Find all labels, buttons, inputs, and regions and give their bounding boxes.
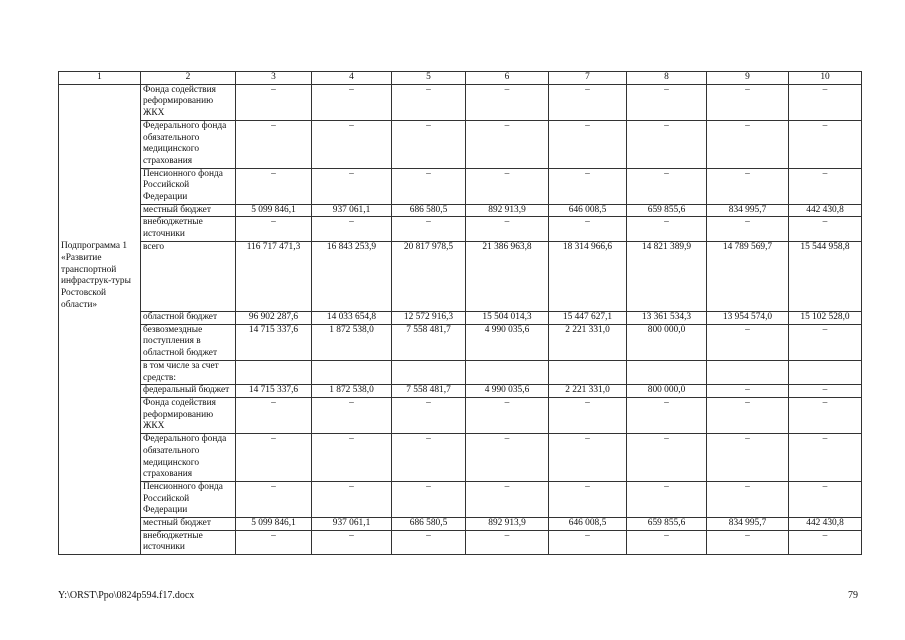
value-cell: 646 008,5 — [549, 518, 627, 531]
value-cell: – — [707, 385, 789, 398]
value-cell: 15 102 528,0 — [789, 312, 862, 325]
value-cell: 659 855,6 — [627, 204, 707, 217]
table-row — [59, 360, 862, 384]
value-cell: 937 061,1 — [312, 204, 392, 217]
value-cell: 4 990 035,6 — [466, 324, 549, 360]
header-cell: 2 — [141, 72, 236, 85]
value-cell: 442 430,8 — [789, 204, 862, 217]
value-cell: 686 580,5 — [392, 204, 466, 217]
value-cell — [627, 360, 707, 384]
value-cell: 892 913,9 — [466, 204, 549, 217]
table-row — [59, 397, 862, 433]
value-cell: 1 872 538,0 — [312, 385, 392, 398]
value-cell: – — [392, 530, 466, 554]
value-cell: 659 855,6 — [627, 518, 707, 531]
page-number: 79 — [848, 590, 858, 601]
program-cell — [59, 204, 141, 217]
value-cell: – — [627, 168, 707, 204]
value-cell: – — [627, 84, 707, 120]
value-cell: – — [789, 385, 862, 398]
value-cell: 16 843 253,9 — [312, 241, 392, 311]
value-cell: 15 504 014,3 — [466, 312, 549, 325]
value-cell: 13 361 534,3 — [627, 312, 707, 325]
program-cell — [59, 120, 141, 168]
value-cell: 800 000,0 — [627, 385, 707, 398]
value-cell: – — [789, 481, 862, 517]
value-cell: – — [789, 530, 862, 554]
value-cell — [392, 360, 466, 384]
table-row — [59, 518, 862, 531]
table-row — [59, 312, 862, 325]
table-row — [59, 204, 862, 217]
value-cell: 442 430,8 — [789, 518, 862, 531]
value-cell — [312, 360, 392, 384]
program-cell — [59, 481, 141, 517]
value-cell: 4 990 035,6 — [466, 385, 549, 398]
value-cell: – — [466, 120, 549, 168]
value-cell: – — [707, 434, 789, 482]
source-cell: местный бюджет — [141, 204, 236, 217]
header-cell: 10 — [789, 72, 862, 85]
table-row — [59, 530, 862, 554]
value-cell: 116 717 471,3 — [236, 241, 312, 311]
value-cell: – — [466, 168, 549, 204]
table-row — [59, 84, 862, 120]
value-cell: – — [549, 120, 627, 168]
value-cell: – — [466, 530, 549, 554]
value-cell: 800 000,0 — [627, 324, 707, 360]
header-cell: 8 — [627, 72, 707, 85]
value-cell: – — [707, 324, 789, 360]
value-cell: – — [392, 168, 466, 204]
program-cell — [59, 397, 141, 433]
value-cell: – — [466, 217, 549, 241]
value-cell: – — [236, 120, 312, 168]
value-cell: – — [789, 217, 862, 241]
table-row — [59, 120, 862, 168]
value-cell: – — [236, 530, 312, 554]
value-cell — [549, 360, 627, 384]
value-cell: – — [392, 217, 466, 241]
value-cell: – — [707, 84, 789, 120]
value-cell: 15 447 627,1 — [549, 312, 627, 325]
source-cell: Федерального фонда обязательного медицинского страхования — [141, 434, 236, 482]
source-cell: Пенсионного фонда Российской Федерации — [141, 168, 236, 204]
value-cell: – — [392, 397, 466, 433]
document-path: Y:\ORST\Ppo\0824p594.f17.docx — [58, 590, 195, 601]
value-cell: – — [627, 434, 707, 482]
value-cell: 14 715 337,6 — [236, 385, 312, 398]
source-cell: областной бюджет — [141, 312, 236, 325]
value-cell: 937 061,1 — [312, 518, 392, 531]
value-cell: – — [312, 84, 392, 120]
table-row — [59, 434, 862, 482]
value-cell: – — [466, 481, 549, 517]
program-cell — [59, 385, 141, 398]
value-cell: – — [789, 120, 862, 168]
value-cell: 13 954 574,0 — [707, 312, 789, 325]
value-cell: – — [236, 84, 312, 120]
value-cell: – — [312, 120, 392, 168]
value-cell: 14 789 569,7 — [707, 241, 789, 311]
value-cell: – — [789, 324, 862, 360]
value-cell: – — [707, 217, 789, 241]
value-cell: 20 817 978,5 — [392, 241, 466, 311]
table-row — [59, 385, 862, 398]
source-cell: Пенсионного фонда Российской Федерации — [141, 481, 236, 517]
value-cell: – — [236, 217, 312, 241]
value-cell: – — [789, 397, 862, 433]
value-cell: – — [549, 217, 627, 241]
value-cell: – — [707, 120, 789, 168]
source-cell: федеральный бюджет — [141, 385, 236, 398]
value-cell: – — [789, 434, 862, 482]
header-cell: 7 — [549, 72, 627, 85]
program-cell — [59, 312, 141, 325]
value-cell: – — [549, 530, 627, 554]
header-cell: 1 — [59, 72, 141, 85]
program-cell — [59, 84, 141, 120]
program-cell: Подпрограмма 1 «Развитие транспортной инфраструк-туры Ростовской области» — [59, 241, 141, 311]
value-cell: – — [312, 397, 392, 433]
value-cell: 14 033 654,8 — [312, 312, 392, 325]
value-cell: – — [392, 434, 466, 482]
table-row — [59, 217, 862, 241]
value-cell: 7 558 481,7 — [392, 385, 466, 398]
value-cell: – — [549, 434, 627, 482]
value-cell: 686 580,5 — [392, 518, 466, 531]
value-cell: 15 544 958,8 — [789, 241, 862, 311]
value-cell: – — [392, 481, 466, 517]
value-cell: 1 872 538,0 — [312, 324, 392, 360]
value-cell: – — [549, 397, 627, 433]
table-body — [59, 72, 862, 555]
value-cell: – — [549, 168, 627, 204]
program-cell — [59, 530, 141, 554]
table-row — [59, 168, 862, 204]
value-cell: 5 099 846,1 — [236, 518, 312, 531]
value-cell: 2 221 331,0 — [549, 324, 627, 360]
program-cell — [59, 324, 141, 360]
value-cell: – — [312, 168, 392, 204]
value-cell: – — [392, 120, 466, 168]
source-cell: всего — [141, 241, 236, 311]
program-cell — [59, 434, 141, 482]
value-cell: – — [789, 84, 862, 120]
header-cell: 4 — [312, 72, 392, 85]
source-cell: безвозмездные поступления в областной бюджет — [141, 324, 236, 360]
value-cell: – — [466, 397, 549, 433]
value-cell: – — [627, 397, 707, 433]
value-cell: – — [627, 530, 707, 554]
value-cell: – — [627, 217, 707, 241]
table-row — [59, 324, 862, 360]
value-cell: – — [312, 481, 392, 517]
value-cell: – — [549, 84, 627, 120]
table-row — [59, 241, 862, 311]
value-cell: 18 314 966,6 — [549, 241, 627, 311]
value-cell: – — [707, 481, 789, 517]
source-cell: в том числе за счет средств: — [141, 360, 236, 384]
value-cell: 7 558 481,7 — [392, 324, 466, 360]
source-cell: Фонда содействия реформированию ЖКХ — [141, 397, 236, 433]
source-cell: внебюджетные источники — [141, 217, 236, 241]
header-cell: 3 — [236, 72, 312, 85]
value-cell — [236, 360, 312, 384]
value-cell: – — [466, 84, 549, 120]
source-cell: внебюджетные источники — [141, 530, 236, 554]
value-cell: – — [707, 168, 789, 204]
program-cell — [59, 168, 141, 204]
program-cell — [59, 217, 141, 241]
value-cell: – — [312, 530, 392, 554]
value-cell: – — [789, 168, 862, 204]
value-cell: 14 821 389,9 — [627, 241, 707, 311]
source-cell: местный бюджет — [141, 518, 236, 531]
value-cell — [707, 360, 789, 384]
value-cell: – — [707, 397, 789, 433]
value-cell: 14 715 337,6 — [236, 324, 312, 360]
value-cell: – — [236, 397, 312, 433]
value-cell — [789, 360, 862, 384]
budget-table — [58, 71, 862, 555]
program-cell — [59, 518, 141, 531]
value-cell: – — [627, 481, 707, 517]
source-cell: Федерального фонда обязательного медицинского страхования — [141, 120, 236, 168]
value-cell: 892 913,9 — [466, 518, 549, 531]
value-cell: 834 995,7 — [707, 204, 789, 217]
value-cell: 2 221 331,0 — [549, 385, 627, 398]
value-cell: – — [627, 120, 707, 168]
value-cell: 834 995,7 — [707, 518, 789, 531]
value-cell: – — [236, 434, 312, 482]
value-cell: – — [312, 217, 392, 241]
value-cell: – — [466, 434, 549, 482]
header-cell: 9 — [707, 72, 789, 85]
value-cell: 21 386 963,8 — [466, 241, 549, 311]
value-cell: – — [312, 434, 392, 482]
value-cell — [466, 360, 549, 384]
source-cell: Фонда содействия реформированию ЖКХ — [141, 84, 236, 120]
value-cell: 5 099 846,1 — [236, 204, 312, 217]
value-cell: – — [707, 530, 789, 554]
value-cell: 96 902 287,6 — [236, 312, 312, 325]
value-cell: – — [549, 481, 627, 517]
table-row — [59, 481, 862, 517]
value-cell: – — [392, 84, 466, 120]
value-cell: 12 572 916,3 — [392, 312, 466, 325]
program-cell — [59, 360, 141, 384]
value-cell: – — [236, 168, 312, 204]
header-cell: 6 — [466, 72, 549, 85]
value-cell: 646 008,5 — [549, 204, 627, 217]
header-cell: 5 — [392, 72, 466, 85]
value-cell: – — [236, 481, 312, 517]
header-row — [59, 72, 862, 85]
